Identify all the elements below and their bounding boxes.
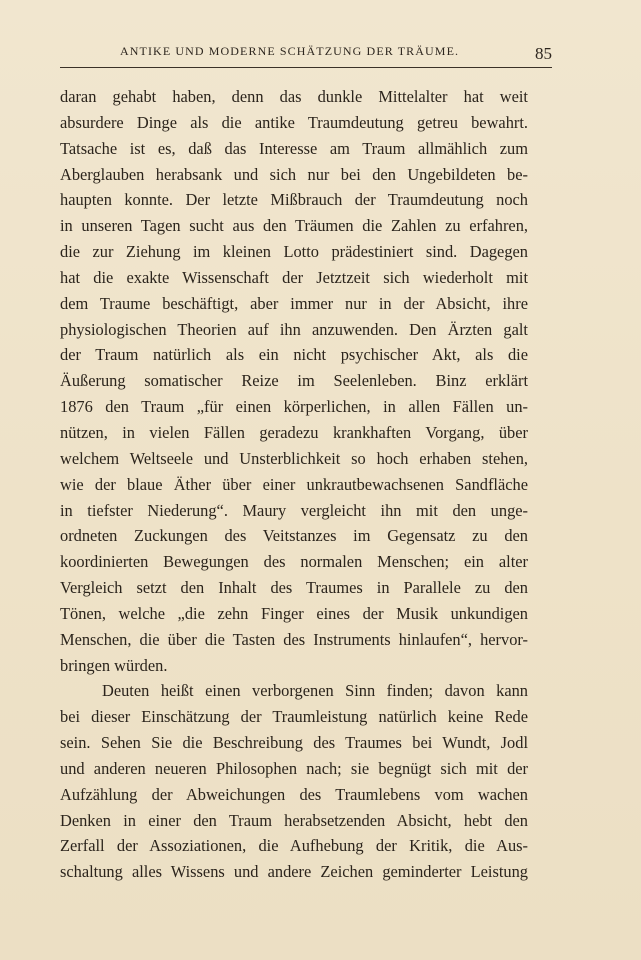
text-line: in tiefster Niederung“. Maury vergleicht ihn mit den unge- <box>60 500 528 520</box>
text-line: daran gehabt haben, denn das dunkle Mittelalter hat weit <box>60 87 528 106</box>
text-line: schaltung alles Wissens und andere Zeichen geminderter Leistung <box>60 862 528 882</box>
text-line: Zerfall der Assoziationen, die Aufhebung der Kritik, die Aus- <box>60 836 528 856</box>
text-line: absurdere Dinge als die antike Traumdeutung getreu bewahrt. <box>60 112 528 132</box>
running-title: ANTIKE UND MODERNE SCHÄTZUNG DER TRÄUME. <box>120 44 460 58</box>
text-line: wie der blaue Äther über einer unkrautbewachsenen Sandfläche <box>60 474 528 494</box>
text-line: Tatsache ist es, daß das Interesse am Traum allmählich zum <box>60 138 528 158</box>
text-line: Menschen, die über die Tasten des Instruments hinlaufen“, hervor- <box>60 629 528 649</box>
page-header <box>60 40 552 70</box>
header-rule <box>60 67 552 68</box>
text-line: der Traum natürlich als ein nicht psychischer Akt, als die <box>60 345 528 365</box>
text-line: haupten konnte. Der letzte Mißbrauch der Traumdeutung noch <box>60 190 528 210</box>
text-line: nützen, in vielen Fällen geradezu krankhaften Vorgang, über <box>60 422 528 442</box>
text-line: 1876 den Traum „für einen körperlichen, in allen Fällen un- <box>60 397 528 417</box>
text-line: sein. Sehen Sie die Beschreibung des Traumes bei Wundt, Jodl <box>60 733 528 753</box>
text-line: in unseren Tagen sucht aus den Träumen die Zahlen zu erfahren, <box>60 216 528 236</box>
text-line: Tönen, welche „die zehn Finger eines der Musik unkundigen <box>60 603 528 623</box>
text-line: ordneten Zuckungen des Veitstanzes im Gegensatz zu den <box>60 526 528 546</box>
text-line: und anderen neueren Philosophen nach; sie begnügt sich mit der <box>60 758 528 778</box>
text-line: Aberglauben herabsank und sich nur bei den Ungebildeten be- <box>60 164 528 184</box>
text-line: dem Traume beschäftigt, aber immer nur in der Absicht, ihre <box>60 293 528 313</box>
body-text <box>60 84 528 885</box>
text-line: Vergleich setzt den Inhalt des Traumes in Parallele zu den <box>60 578 528 598</box>
paragraph-end-line: bringen würden. <box>60 655 168 675</box>
text-line: die zur Ziehung im kleinen Lotto prädestiniert sind. Dagegen <box>60 242 528 262</box>
text-line: bei dieser Einschätzung der Traumleistung natürlich keine Rede <box>60 707 528 727</box>
text-line: Äußerung somatischer Reize im Seelenleben. Binz erklärt <box>60 371 528 391</box>
text-line: Denken in einer den Traum herabsetzenden Absicht, hebt den <box>60 810 528 830</box>
text-line: Aufzählung der Abweichungen des Traumlebens vom wachen <box>60 784 528 804</box>
text-line: koordinierten Bewegungen des normalen Menschen; ein alter <box>60 552 528 572</box>
page-number: 85 <box>535 44 552 63</box>
text-line: physiologischen Theorien auf ihn anzuwenden. Den Ärzten galt <box>60 319 528 339</box>
text-line: hat die exakte Wissenschaft der Jetztzeit sich wiederholt mit <box>60 267 528 287</box>
text-line: welchem Weltseele und Unsterblichkeit so hoch erhaben stehen, <box>60 448 528 468</box>
paragraph-start-line: Deuten heißt einen verborgenen Sinn finden; davon kann <box>102 681 528 701</box>
